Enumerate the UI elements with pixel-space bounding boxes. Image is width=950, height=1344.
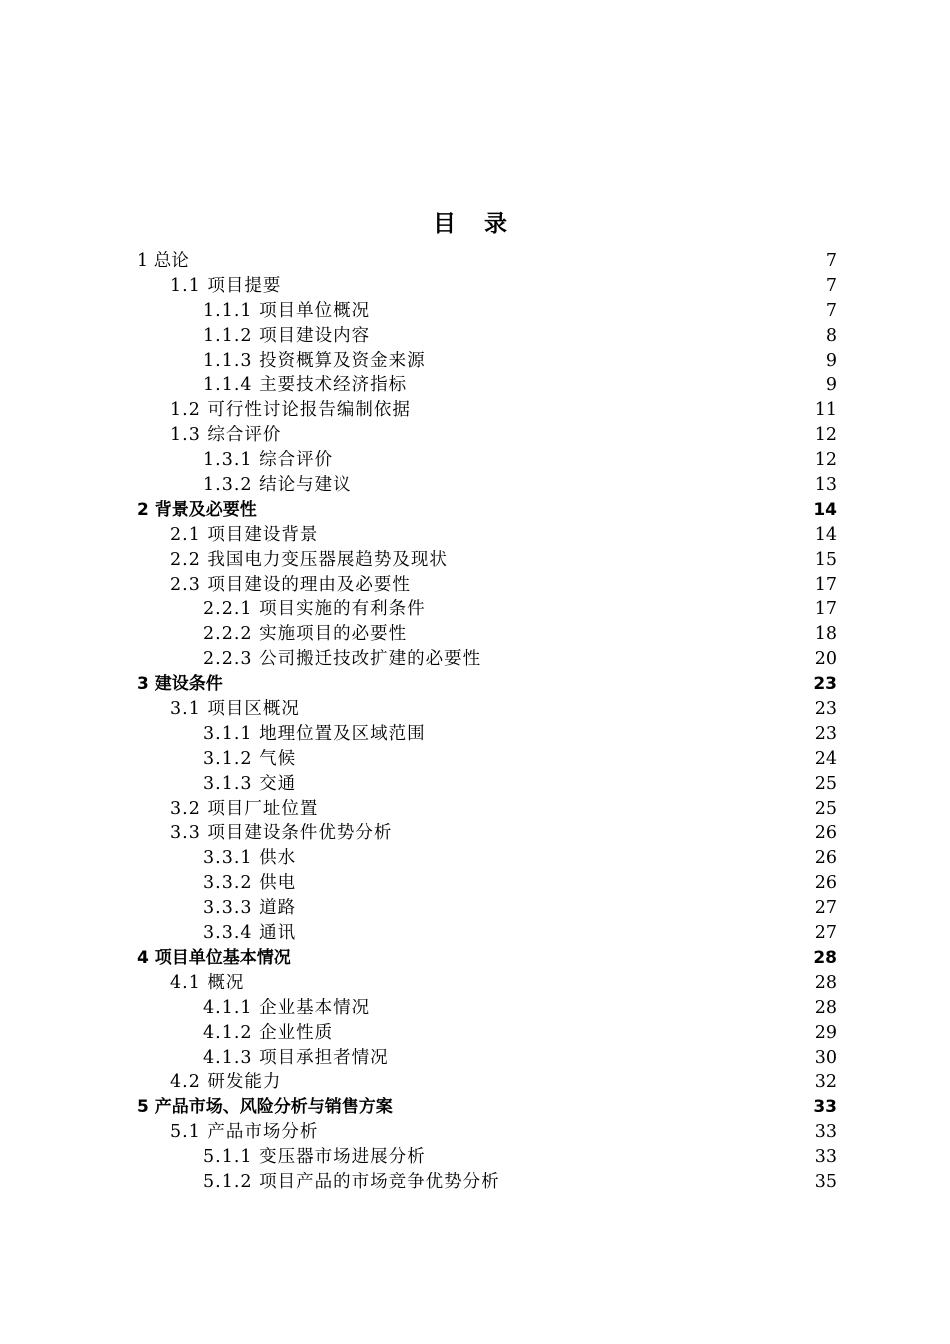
toc-entry-page-number: 32 [814,1072,837,1093]
toc-entry-page-number: 27 [814,898,837,919]
toc-entry[interactable] [137,573,837,598]
toc-entry-page-number: 26 [814,873,837,894]
toc-entry[interactable] [137,772,837,797]
toc-entry-label: 3.3 项目建设条件优势分析 [170,823,393,844]
toc-entry-page-number: 9 [825,350,837,371]
toc-entry[interactable] [137,1070,837,1095]
toc-entry[interactable] [137,971,837,996]
toc-entry-page-number: 27 [814,923,837,944]
toc-entry[interactable] [137,896,837,921]
toc-entry[interactable] [137,921,837,946]
toc-entry-label: 1.1 项目提要 [170,275,282,296]
toc-entry-page-number: 25 [814,773,837,794]
toc-entry[interactable] [137,373,837,398]
toc-entry-page-number: 25 [814,798,837,819]
toc-entry-label: 4.1.3 项目承担者情况 [203,1047,389,1068]
toc-entry-label: 2.2 我国电力变压器展趋势及现状 [170,549,448,570]
toc-entry[interactable] [137,274,837,299]
toc-entry[interactable] [137,324,837,349]
toc-entry-page-number: 28 [814,972,837,993]
toc-entry-label: 3.3.3 道路 [203,898,297,919]
toc-entry-label: 3.2 项目厂址位置 [170,798,319,819]
toc-entry[interactable] [137,821,837,846]
toc-entry-page-number: 24 [814,748,837,769]
toc-entry[interactable] [137,349,837,374]
toc-entry-page-number: 17 [814,574,837,595]
toc-entry-label: 4 项目单位基本情况 [137,947,291,968]
toc-entry-page-number: 28 [814,997,837,1018]
toc-entry-page-number: 8 [825,325,837,346]
toc-entry-page-number: 7 [825,251,837,271]
toc-entry[interactable] [137,1046,837,1071]
toc-entry-page-number: 20 [814,649,837,670]
toc-entry[interactable] [137,871,837,896]
toc-entry-page-number: 15 [814,549,837,570]
toc-entry[interactable] [137,672,837,697]
toc-entry-page-number: 35 [814,1171,837,1192]
toc-entry-label: 3.1.3 交通 [203,773,297,794]
toc-entry[interactable] [137,597,837,622]
toc-entry-page-number: 11 [814,400,837,421]
toc-entry[interactable] [137,722,837,747]
toc-entry-page-number: 7 [825,300,837,321]
toc-entry-page-number: 28 [813,947,837,968]
toc-entry-label: 4.1.2 企业性质 [203,1022,334,1043]
toc-entry-label: 2.2.2 实施项目的必要性 [203,624,408,645]
toc-entry[interactable] [137,647,837,672]
toc-entry-label: 4.1.1 企业基本情况 [203,997,371,1018]
toc-entry-label: 2.2.1 项目实施的有利条件 [203,599,426,620]
toc-entry[interactable] [137,1095,837,1120]
toc-entry-label: 5.1.1 变压器市场进展分析 [203,1147,426,1168]
toc-entry[interactable] [137,299,837,324]
toc-entry-page-number: 13 [814,475,837,496]
toc-entry-page-number: 33 [814,1122,837,1143]
toc-entry-page-number: 14 [814,524,837,545]
toc-entry-label: 1.2 可行性讨论报告编制依据 [170,400,411,421]
toc-entry-label: 1.3 综合评价 [170,425,282,446]
toc-entry-label: 5.1.2 项目产品的市场竞争优势分析 [203,1171,500,1192]
toc-entry-page-number: 33 [814,1147,837,1168]
toc-entry-label: 3.3.4 通讯 [203,923,297,944]
page-title: 目 录 [432,211,517,237]
toc-entry-page-number: 23 [813,674,837,695]
toc-entry[interactable] [137,797,837,822]
toc-entry-label: 3.1.2 气候 [203,748,297,769]
toc-entry-label: 5.1 产品市场分析 [170,1122,319,1143]
toc-entry-page-number: 7 [825,275,837,296]
toc-entry-label: 2.3 项目建设的理由及必要性 [170,574,411,595]
toc-entry[interactable] [137,498,837,523]
toc-entry-label: 2.2.3 公司搬迁技改扩建的必要性 [203,649,482,670]
toc-entry[interactable] [137,548,837,573]
toc-entry-label: 3.3.1 供水 [203,848,297,869]
toc-entry-label: 4.1 概况 [170,972,245,993]
toc-entry-label: 2 背景及必要性 [137,499,257,520]
toc-entry-label: 1.3.1 综合评价 [203,450,334,471]
toc-entry-label: 1.1.4 主要技术经济指标 [203,375,408,396]
toc-entry-label: 1 总论 [137,251,189,271]
toc-entry[interactable] [137,622,837,647]
toc-entry-page-number: 14 [813,499,837,520]
toc-entry-label: 1.1.3 投资概算及资金来源 [203,350,426,371]
toc-entry[interactable] [137,1120,837,1145]
table-of-contents [137,249,837,1195]
toc-entry[interactable] [137,423,837,448]
toc-entry[interactable] [137,946,837,971]
toc-entry-page-number: 17 [814,599,837,620]
toc-entry-page-number: 9 [825,375,837,396]
toc-entry-page-number: 33 [813,1097,837,1118]
toc-entry[interactable] [137,846,837,871]
toc-entry-page-number: 12 [814,450,837,471]
toc-entry-label: 2.1 项目建设背景 [170,524,319,545]
toc-entry-label: 1.3.2 结论与建议 [203,475,352,496]
toc-entry-label: 3 建设条件 [137,674,223,695]
toc-entry[interactable] [137,249,837,274]
toc-entry-page-number: 26 [814,823,837,844]
toc-entry-page-number: 29 [814,1022,837,1043]
toc-entry[interactable] [137,448,837,473]
toc-entry[interactable] [137,996,837,1021]
toc-entry[interactable] [137,1021,837,1046]
toc-entry[interactable] [137,398,837,423]
toc-entry[interactable] [137,697,837,722]
toc-entry[interactable] [137,747,837,772]
toc-entry-label: 3.1.1 地理位置及区域范围 [203,723,426,744]
toc-entry-page-number: 23 [814,723,837,744]
toc-entry[interactable] [137,1145,837,1170]
toc-entry-page-number: 12 [814,425,837,446]
toc-entry-label: 3.1 项目区概况 [170,699,300,720]
toc-entry-page-number: 23 [814,699,837,720]
toc-entry-label: 5 产品市场、风险分析与销售方案 [137,1097,393,1118]
toc-entry-label: 3.3.2 供电 [203,873,297,894]
toc-entry-label: 1.1.2 项目建设内容 [203,325,371,346]
toc-entry-label: 4.2 研发能力 [170,1072,282,1093]
toc-entry[interactable] [137,473,837,498]
toc-entry-page-number: 30 [814,1047,837,1068]
toc-entry[interactable] [137,523,837,548]
toc-entry-page-number: 18 [814,624,837,645]
toc-entry[interactable] [137,1170,837,1195]
toc-entry-page-number: 26 [814,848,837,869]
toc-entry-label: 1.1.1 项目单位概况 [203,300,371,321]
